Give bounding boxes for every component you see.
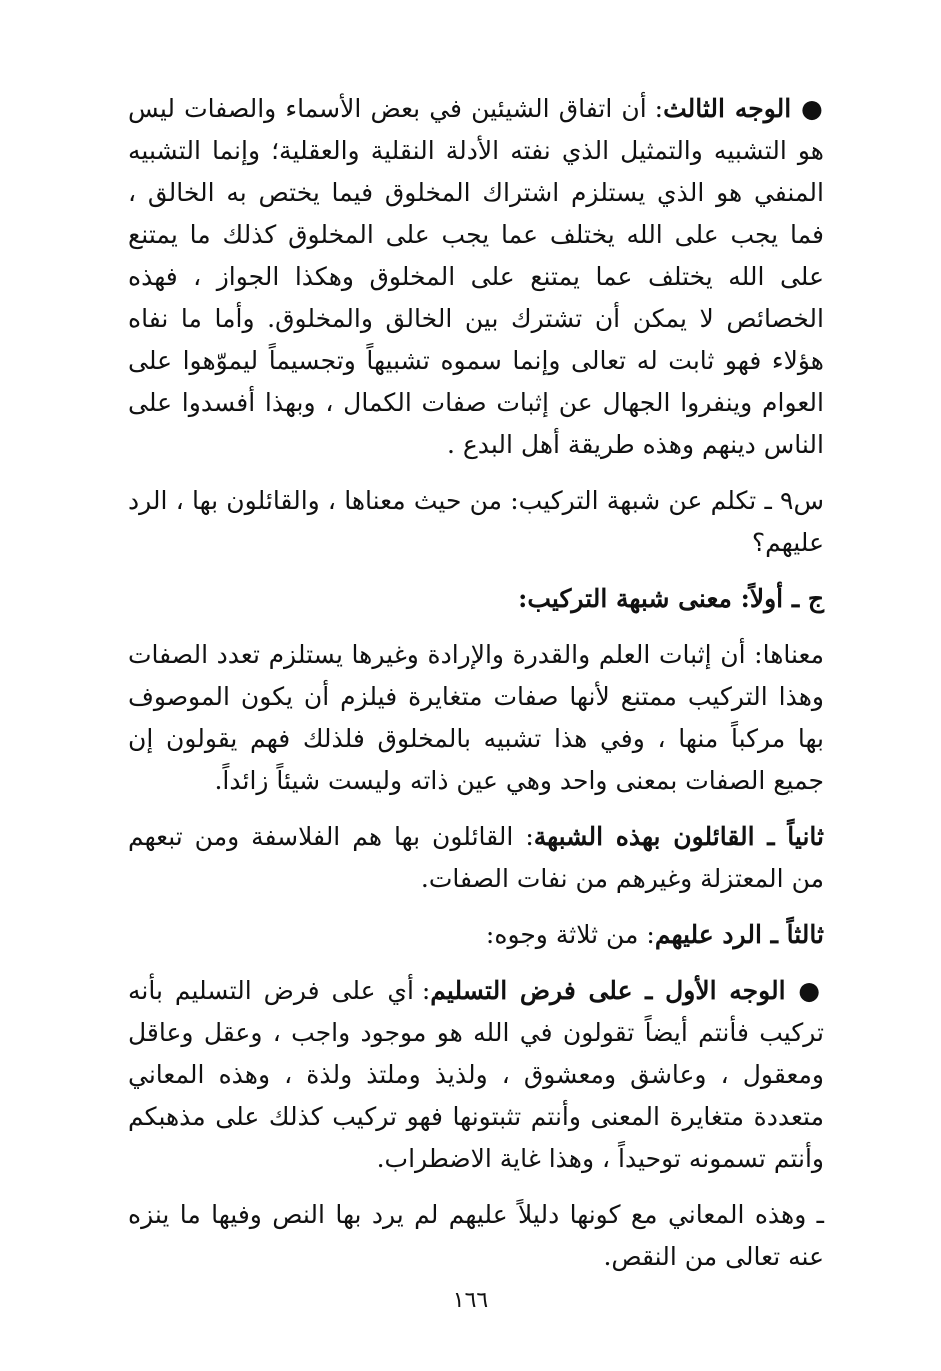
paragraph-text: : من ثلاثة وجوه: bbox=[485, 920, 655, 949]
paragraph-first-face bbox=[128, 970, 824, 1180]
paragraph-text: : أي على فرض التسليم بأنه تركيب فأنتم أيضاً تقولون في الله هو موجود واجب ، وعقل وعاقل ومعقول ، وعاشق ومعشوق ، ولذيذ وملتذ ولذة ، وهذه المعاني متعددة متغايرة المعنى وأنتم تثبتونها فهو تركيب كذلك على مذهبكم وأنتم تسمونه توحيداً ، وهذا غاية الاضطراب. bbox=[128, 976, 824, 1173]
paragraph-rebuttal-intro bbox=[128, 914, 824, 956]
question-9: س٩ ـ تكلم عن شبهة التركيب: من حيث معناها ، والقائلون بها ، الرد عليهم؟ bbox=[128, 486, 824, 557]
paragraph-text: : أن اتفاق الشيئين في بعض الأسماء والصفات ليس هو التشبيه والتمثيل الذي نفته الأدلة النقلية والعقلية؛ وإنما التشبيه المنفي هو الذي يستلزم اشتراك المخلوق فيما يختص به الخالق ، فما يجب على الله يختلف عما يجب على المخلوق كذلك ما يمتنع على الله يختلف عما يمتنع على المخلوق وهكذا الجواز ، فهذه الخصائص لا يمكن أن تشترك بين الخالق والمخلوق. وأما ما نفاه هؤلاء فهو ثابت له تعالى وإنما سموه تشبيهاً وتجسيماً ليموّهوا على العوام وينفروا الجهال عن إثبات صفات الكمال ، وبهذا أفسدوا على الناس دينهم وهذه طريقة أهل البدع . bbox=[128, 94, 824, 459]
paragraph-lead: ثالثاً ـ الرد عليهم bbox=[654, 920, 824, 949]
paragraph-meaning: معناها: أن إثبات العلم والقدرة والإرادة وغيرها يستلزم تعدد الصفات وهذا التركيب ممتنع لأنها صفات متغايرة فيلزم أن يكون الموصوف بها مركباً منها ، وفي هذا تشبيه بالمخلوق فلذلك فهم يقولون إن جميع الصفات بمعنى واحد وهي عين ذاته وليست شيئاً زائداً. bbox=[128, 640, 824, 795]
paragraph-lead: ثانياً ـ القائلون بهذه الشبهة bbox=[533, 822, 824, 851]
paragraph-closing: ـ وهذه المعاني مع كونها دليلاً عليهم لم يرد بها النص وفيها ما ينزه عنه تعالى من النقص. bbox=[128, 1200, 824, 1271]
paragraph-lead: ● الوجه الثالث bbox=[663, 94, 825, 123]
document-page bbox=[128, 88, 824, 1308]
paragraph-proponents bbox=[128, 816, 824, 900]
paragraph-text: : القائلون بها هم الفلاسفة ومن تبعهم من المعتزلة وغيرهم من نفات الصفات. bbox=[128, 822, 824, 893]
page-number: ١٦٦ bbox=[452, 1288, 489, 1313]
paragraph-third-face bbox=[128, 88, 824, 466]
heading-first-meaning: ج ـ أولاً: معنى شبهة التركيب: bbox=[518, 584, 824, 613]
paragraph-lead: ● الوجه الأول ـ على فرض التسليم bbox=[430, 976, 824, 1005]
